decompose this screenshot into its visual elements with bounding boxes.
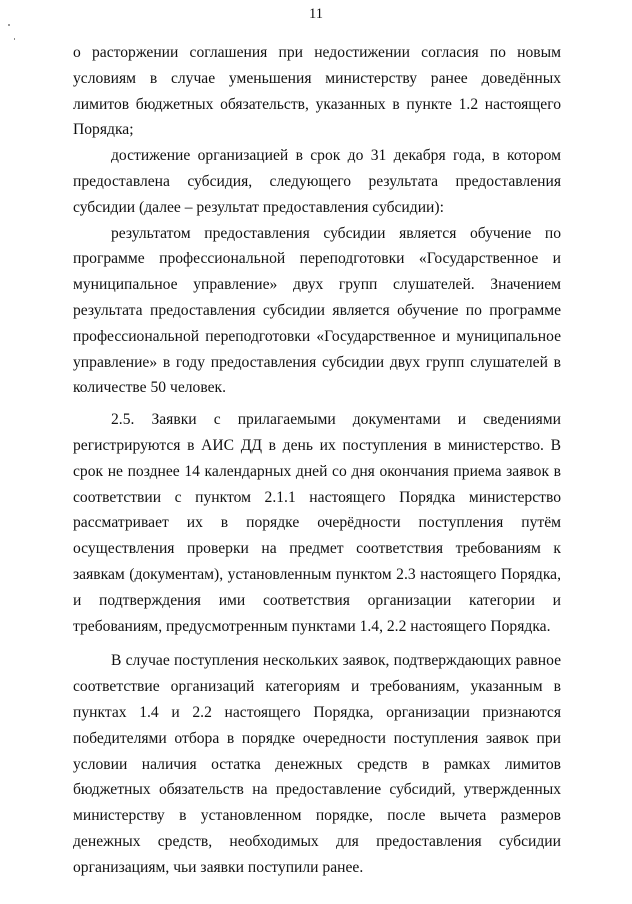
paragraph: достижение организацией в срок до 31 декабря года, в котором предоставлена субсидия, следующего результата предоставления субсидии (далее – результат предоставления субсидии): [73, 147, 561, 216]
paragraph: 2.5. Заявки с прилагаемыми документами и сведениями регистрируются в АИС ДД в день их поступления в министерство. В срок не позднее 14 календарных дней со дня окончания приема заявок в соответствии с пунктом 2.1.1 настоящего Порядка министерство рассматривает их в порядке очерёдности поступления путём осуществления проверки на предмет соответствия требованиям к заявкам (документам), установленным пунктом 2.3 настоящего Порядка, и подтверждения ими соответствия организации категории и требованиям, предусмотренным пунктами 1.4, 2.2 настоящего Порядка. [73, 411, 561, 635]
document-body [73, 40, 561, 881]
scan-speck [14, 38, 15, 40]
paragraph: В случае поступления нескольких заявок, подтверждающих равное соответствие организаций категориям и требованиям, указанным в пунктах 1.4 и 2.2 настоящего Порядка, организации признаются победителями отбора в порядке очередности поступления заявок при условии наличия остатка денежных средств в рамках лимитов бюджетных обязательств на предоставление субсидий, утвержденных министерству в установленном порядке, после вычета размеров денежных средств, необходимых для предоставления субсидии организациям, чьи заявки поступили ранее. [73, 652, 561, 876]
scan-speck [8, 24, 10, 26]
page-number: 11 [309, 6, 323, 22]
paragraph: результатом предоставления субсидии является обучение по программе профессиональной переподготовки «Государственное и муниципальное управление» двух групп слушателей. Значением результата предоставления субсидии является обучение по программе профессиональной переподготовки «Государственное и муниципальное управление» в году предоставления субсидии двух групп слушателей в количестве 50 человек. [73, 224, 561, 397]
paragraph: о расторжении соглашения при недостижении согласия по новым условиям в случае уменьшения министерству ранее доведённых лимитов бюджетных обязательств, указанных в пункте 1.2 настоящего Порядка; [73, 44, 561, 139]
